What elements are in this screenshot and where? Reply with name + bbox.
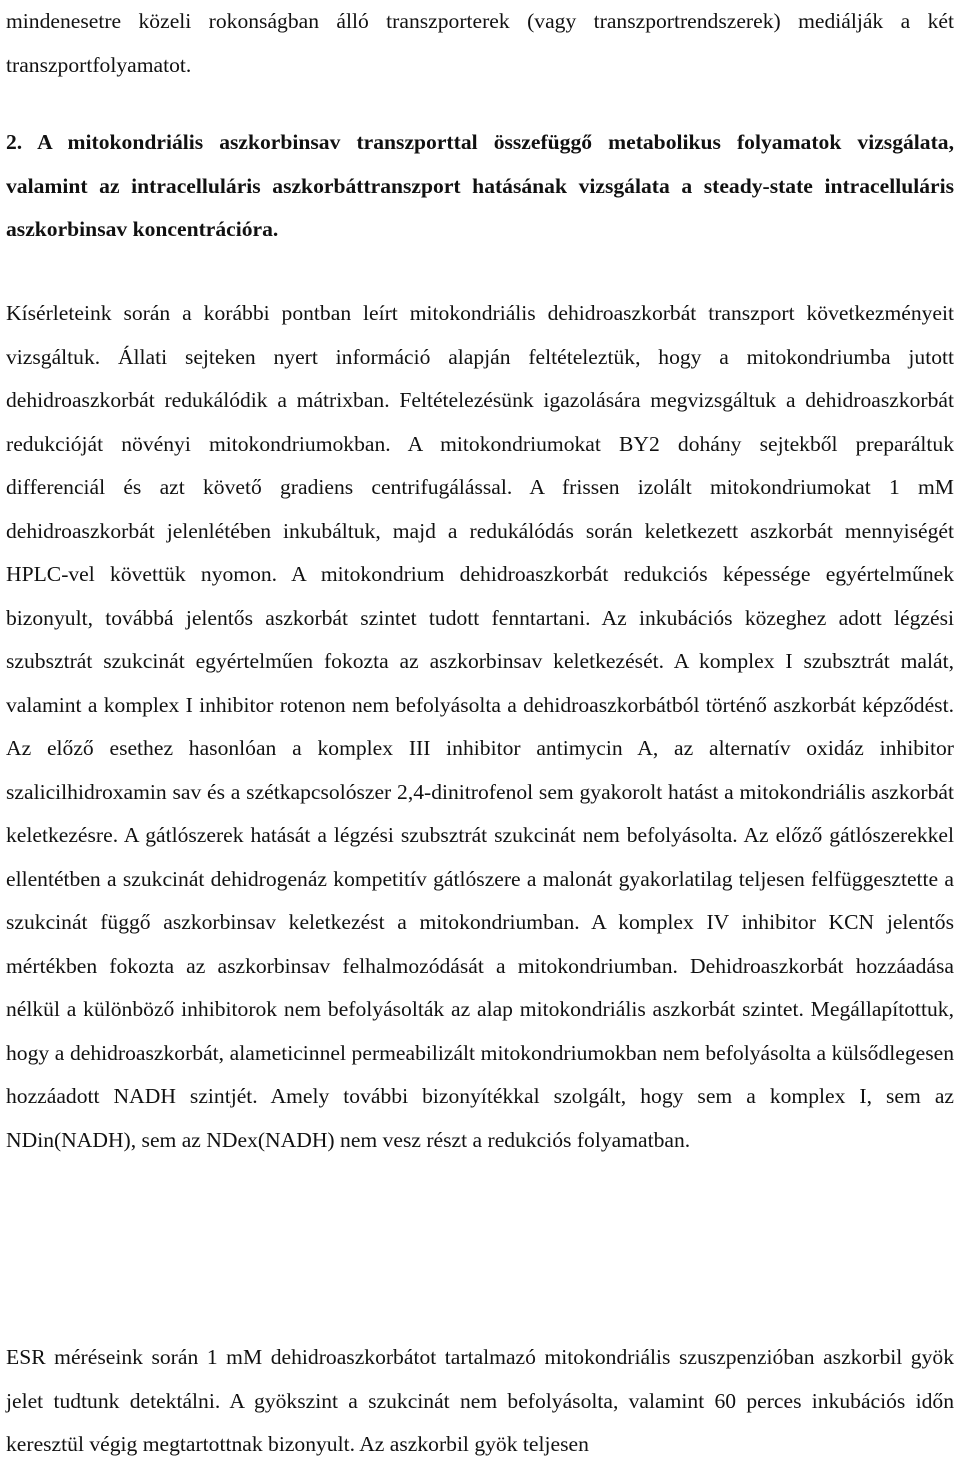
body-paragraph-1: Kísérleteink során a korábbi pontban leírt mitokondriális dehidroaszkorbát transzport következményeit vizsgáltuk. Állati sejteken nyert információ alapján feltételeztük, hogy a mitokondriumba jutott dehidroaszkorbát redukálódik a mátrixban. Feltételezésünk igazolására megvizsgáltuk a dehidroaszkorbát redukcióját növényi mitokondriumokban. A mitokondriumokat BY2 dohány sejtekből preparáltuk differenciál és azt követő gradiens centrifugálással. A frissen izolált mitokondriumokat 1 mM dehidroaszkorbát jelenlétében inkubáltuk, majd a redukálódás során keletkezett aszkorbát mennyiségét HPLC-vel követtük nyomon. A mitokondrium dehidroaszkorbát redukciós képessége egyértelműnek bizonyult, továbbá jelentős aszkorbát szintet tudott fenntartani. Az inkubációs közeghez adott légzési szubsztrát szukcinát egyértelműen fokozta az aszkorbinsav keletkezését. A komplex I szubsztrát malát, valamint a komplex I inhibitor rotenon nem befolyásolta a dehidroaszkorbátból történő aszkorbát képződést. Az előző esethez hasonlóan a komplex III inhibitor antimycin A, az alternatív oxidáz inhibitor szalicilhidroxamin sav és a szétkapcsolószer 2,4-dinitrofenol sem gyakorolt hatást a mitokondriális aszkorbát keletkezésre. A gátlószerek hatását a légzési szubsztrát szukcinát nem befolyásolta. Az előző gátlószerekkel ellentétben a szukcinát dehidrogenáz kompetitív gátlószere a malonát gyakorlatilag teljesen felfüggesztette a szukcinát függő aszkorbinsav keletkezést a mitokondriumban. A komplex IV inhibitor KCN jelentős mértékben fokozta az aszkorbinsav felhalmozódását a mitokondriumban. Dehidroaszkorbát hozzáadása nélkül a különböző inhibitorok nem befolyásolták az alap mitokondriális aszkorbát szintet. Megállapítottuk, hogy a dehidroaszkorbát, alameticinnel permeabilizált mitokondriumokban nem befolyásolta a külsődlegesen hozzáadott NADH szintjét. Amely további bizonyítékkal szolgált, hogy sem a komplex I, sem az NDin(NADH), sem az NDex(NADH) nem vesz részt a redukciós folyamatban. bbox=[6, 301, 954, 1152]
body-paragraph-2: ESR méréseink során 1 mM dehidroaszkorbátot tartalmazó mitokondriális szuszpenzióban aszkorbil gyök jelet tudtunk detektálni. A gyökszint a szukcinát nem befolyásolta, valamint 60 perces inkubációs időn keresztül végig megtartottnak bizonyult. Az aszkorbil gyök teljesen bbox=[6, 1345, 954, 1456]
intro-paragraph: mindenesetre közeli rokonságban álló transzporterek (vagy transzportrendszerek) mediálják a két transzportfolyamatot. bbox=[6, 9, 954, 77]
section-heading: 2. A mitokondriális aszkorbinsav transzporttal összefüggő metabolikus folyamatok vizsgálata, valamint az intracelluláris aszkorbáttranszport hatásának vizsgálata a steady-state intracelluláris aszkorbinsav koncentrációra. bbox=[6, 130, 954, 241]
